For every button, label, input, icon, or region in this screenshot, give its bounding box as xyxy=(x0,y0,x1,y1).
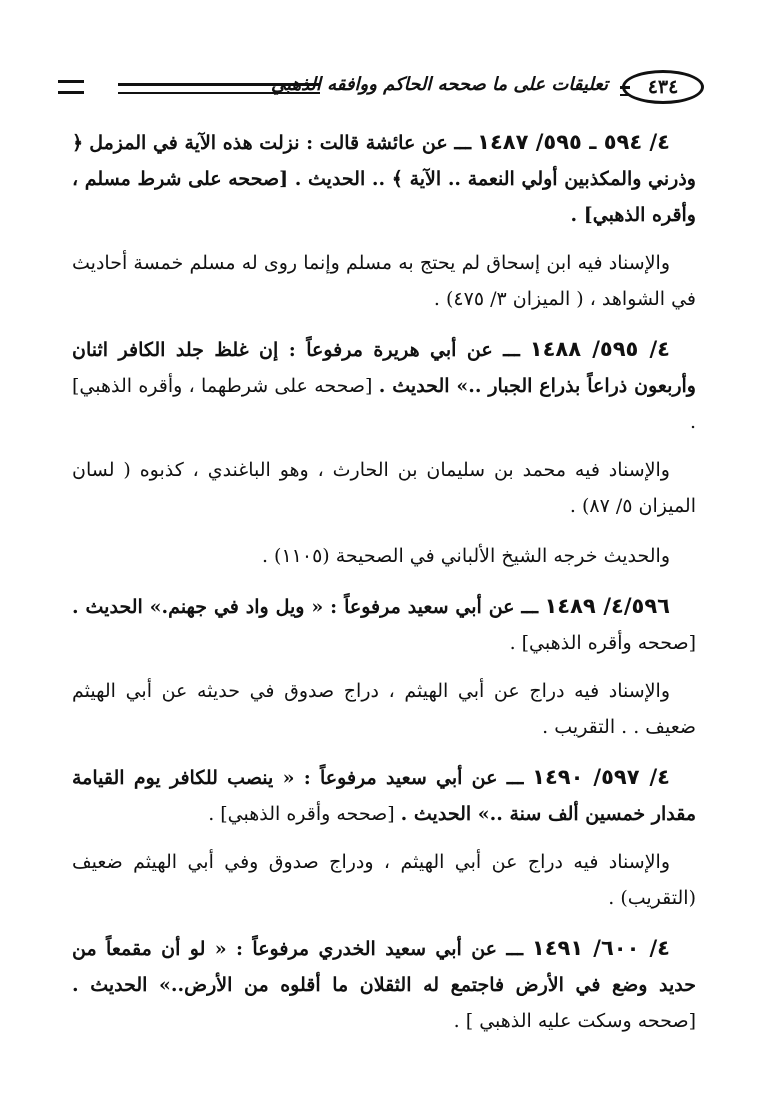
entry-text: [صححه على شرطهما ، وأقره الذهبي] . xyxy=(72,375,696,433)
hadith-entry xyxy=(72,930,696,1039)
page-number: ٤٣٤ xyxy=(622,70,704,104)
entry-lead: عن عائشة قالت : نزلت هذه الآية في المزمل xyxy=(89,132,448,154)
isnad-comment: والإسناد فيه محمد بن سليمان بن الحارث ، وهو الباغندي ، كذبوه ( لسان الميزان ٥/ ٨٧) . xyxy=(72,459,696,517)
entry-text: ﴿ وذرني والمكذبين أولي النعمة .. الآية ﴾ .. الحديث . [صححه على شرط مسلم ، وأقره الذهبي] . xyxy=(72,132,696,226)
isnad-comment: والإسناد فيه دراج عن أبي الهيثم ، دراج صدوق في حديثه عن أبي الهيثم ضعيف . . التقريب . xyxy=(72,680,696,738)
entry-lead: عن أبي سعيد مرفوعاً : « ينصب للكافر يوم القيامة مقدار خمسين ألف سنة ..» الحديث . xyxy=(72,767,696,825)
entry-text: [صححه وأقره الذهبي] . xyxy=(208,803,395,825)
page-header xyxy=(58,66,704,112)
entry-reference: ٤/ ٥٩٤ ـ ٥٩٥/ ١٤٨٧ xyxy=(477,130,670,154)
takhrij-note: والحديث خرجه الشيخ الألباني في الصحيحة (١١٠٥) . xyxy=(261,545,670,567)
header-rule-left xyxy=(118,83,320,94)
entry-dash: ـــ xyxy=(514,596,539,618)
hadith-entry xyxy=(72,759,696,832)
hadith-entry xyxy=(72,588,696,661)
entry-lead: عن أبي هريرة مرفوعاً : إن غلظ جلد الكافر اثنان وأربعون ذراعاً بذراع الجبار ..» الحديث . xyxy=(72,339,696,397)
entry-reference: ٤/ ٥٩٥/ ١٤٨٨ xyxy=(529,337,670,361)
entry-text: [صححه وسكت عليه الذهبي ] . xyxy=(453,1010,696,1032)
header-end-mark xyxy=(58,80,84,94)
running-title: تعليقات على ما صححه الحاكم ووافقه الذهبي xyxy=(271,74,608,95)
entry-reference: ٤/ ٦٠٠/ ١٤٩١ xyxy=(531,936,670,960)
isnad-comment: والإسناد فيه ابن إسحاق لم يحتج به مسلم وإنما روى له مسلم خمسة أحاديث في الشواهد ، ( الميزان ٣/ ٤٧٥) . xyxy=(72,252,696,310)
header-rule-right xyxy=(620,86,630,96)
entry-lead: عن أبي سعيد الخدري مرفوعاً : « لو أن مقمعاً من حديد وضع في الأرض فاجتمع له الثقلان ما أقلوه من الأرض..» الحديث . xyxy=(72,938,696,996)
entry-dash: ـــ xyxy=(447,132,472,154)
entry-dash: ـــ xyxy=(492,339,520,361)
entry-reference: ٤/٥٩٦/ ١٤٨٩ xyxy=(544,594,670,618)
page-body xyxy=(72,124,696,1051)
isnad-comment: والإسناد فيه دراج عن أبي الهيثم ، ودراج صدوق وفي أبي الهيثم ضعيف (التقريب) . xyxy=(72,851,696,909)
entry-text: [صححه وأقره الذهبي] . xyxy=(509,632,696,654)
hadith-entry xyxy=(72,331,696,440)
entry-lead: عن أبي سعيد مرفوعاً : « ويل واد في جهنم.» الحديث . xyxy=(72,596,515,618)
hadith-entry xyxy=(72,124,696,233)
entry-dash: ـــ xyxy=(497,938,524,960)
entry-dash: ـــ xyxy=(497,767,524,789)
entry-reference: ٤/ ٥٩٧/ ١٤٩٠ xyxy=(532,765,670,789)
